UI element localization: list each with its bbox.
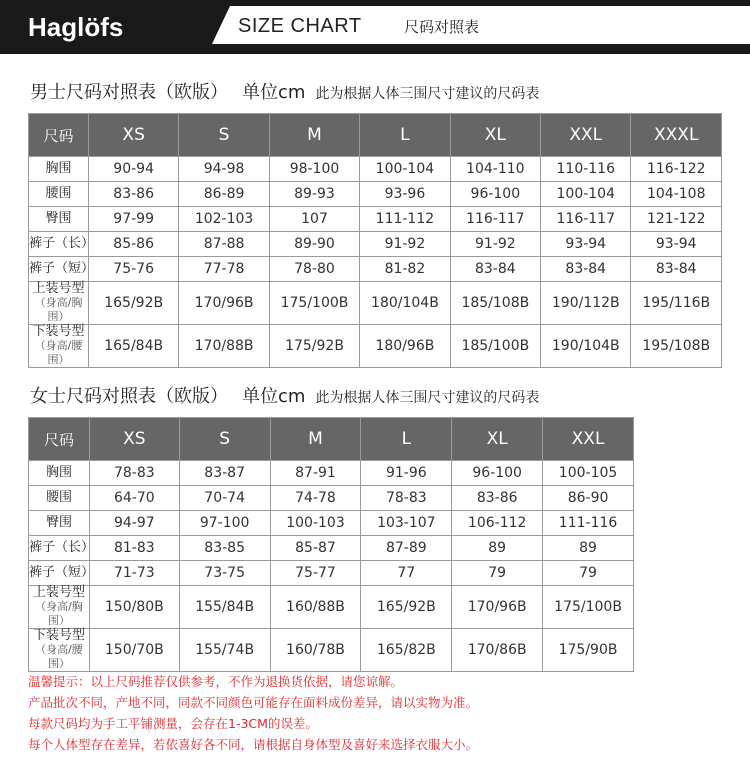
table-cell: 83-84 — [631, 257, 722, 282]
row-label — [29, 561, 95, 586]
table-cell: 86-90 — [543, 486, 634, 511]
table-cell: 91-92 — [360, 232, 450, 257]
table-cell: 190/104B — [541, 325, 631, 368]
table-cell: 89 — [543, 536, 634, 561]
table-cell: 116-117 — [541, 207, 631, 232]
table-cell: 78-83 — [89, 461, 179, 486]
table-cell: 75-77 — [270, 561, 361, 586]
table-cell: 170/96B — [179, 282, 269, 325]
table-cell: 75-76 — [88, 257, 178, 282]
women-size-header: XL — [452, 418, 543, 461]
table-cell: 77 — [361, 561, 452, 586]
note-line: 每款尺码均为手工平铺测量，会存在1-3CM的误差。 — [28, 716, 318, 731]
row-label-text: 臀围 — [45, 515, 72, 530]
table-cell: 93-94 — [631, 232, 722, 257]
row-label — [29, 207, 89, 232]
table-cell: 89-90 — [269, 232, 359, 257]
row-label — [29, 257, 95, 282]
row-label — [29, 157, 89, 182]
men-size-header: XXL — [541, 114, 631, 157]
brand-logo: Haglöfs — [28, 12, 124, 42]
table-cell: 111-116 — [543, 511, 634, 536]
table-cell: 64-70 — [89, 486, 179, 511]
men-heading-text: 男士尺码对照表（欧版） — [30, 82, 228, 103]
table-cell: 175/90B — [543, 629, 634, 672]
table-cell: 110-116 — [541, 157, 631, 182]
table-row — [29, 511, 634, 536]
table-row — [29, 207, 722, 232]
table-cell: 150/80B — [89, 586, 179, 629]
row-label — [29, 461, 90, 486]
men-header-row — [29, 114, 722, 157]
table-cell: 96-100 — [450, 182, 540, 207]
row-label — [29, 282, 89, 325]
table-cell: 71-73 — [89, 561, 179, 586]
table-cell: 170/88B — [179, 325, 269, 368]
table-cell: 100-104 — [541, 182, 631, 207]
table-cell: 160/78B — [270, 629, 361, 672]
table-row — [29, 257, 722, 282]
table-cell: 83-87 — [179, 461, 270, 486]
row-label-text: 裤子（短） — [29, 261, 95, 276]
men-size-header: XS — [88, 114, 178, 157]
table-cell: 93-96 — [360, 182, 450, 207]
table-cell: 116-122 — [631, 157, 722, 182]
men-size-header: M — [269, 114, 359, 157]
row-label-subtext: （身高/腰围） — [35, 643, 83, 670]
table-cell: 81-83 — [89, 536, 179, 561]
table-cell: 90-94 — [88, 157, 178, 182]
row-label-text: 裤子（长） — [29, 236, 95, 251]
row-label-text: 下装号型 — [32, 324, 85, 339]
table-cell: 96-100 — [452, 461, 543, 486]
page-title-cn: 尺码对照表 — [404, 18, 480, 36]
table-cell: 107 — [269, 207, 359, 232]
table-row — [29, 232, 722, 257]
table-row — [29, 629, 634, 672]
table-cell: 83-86 — [88, 182, 178, 207]
table-cell: 97-100 — [179, 511, 270, 536]
table-cell: 89 — [452, 536, 543, 561]
table-cell: 116-117 — [450, 207, 540, 232]
women-note: 此为根据人体三围尺寸建议的尺码表 — [315, 390, 540, 406]
table-cell: 165/84B — [88, 325, 178, 368]
table-cell: 91-96 — [361, 461, 452, 486]
row-label-text: 腰围 — [45, 490, 72, 505]
table-cell: 83-86 — [452, 486, 543, 511]
table-cell: 165/92B — [361, 586, 452, 629]
table-cell: 150/70B — [89, 629, 179, 672]
table-cell: 180/96B — [360, 325, 450, 368]
women-size-header: M — [270, 418, 361, 461]
table-cell: 78-80 — [269, 257, 359, 282]
table-cell: 104-110 — [450, 157, 540, 182]
table-cell: 195/116B — [631, 282, 722, 325]
women-header-label: 尺码 — [29, 418, 90, 461]
women-size-header: S — [179, 418, 270, 461]
row-label — [29, 511, 90, 536]
table-row — [29, 486, 634, 511]
table-row — [29, 461, 634, 486]
row-label-subtext: （身高/胸围） — [34, 296, 83, 323]
table-cell: 170/96B — [452, 586, 543, 629]
table-cell: 79 — [543, 561, 634, 586]
men-section-heading — [30, 80, 539, 107]
table-row — [29, 157, 722, 182]
row-label — [29, 586, 90, 629]
table-cell: 81-82 — [360, 257, 450, 282]
table-cell: 155/84B — [179, 586, 270, 629]
men-note: 此为根据人体三围尺寸建议的尺码表 — [315, 86, 540, 102]
table-cell: 77-78 — [179, 257, 269, 282]
table-cell: 170/86B — [452, 629, 543, 672]
table-cell: 160/88B — [270, 586, 361, 629]
table-cell: 94-98 — [179, 157, 269, 182]
notes-block — [28, 671, 478, 755]
table-cell: 83-84 — [541, 257, 631, 282]
table-cell: 175/100B — [543, 586, 634, 629]
women-size-table — [28, 417, 634, 672]
men-size-header: XXXL — [631, 114, 722, 157]
table-cell: 74-78 — [270, 486, 361, 511]
table-cell: 104-108 — [631, 182, 722, 207]
table-cell: 121-122 — [631, 207, 722, 232]
women-table-body — [29, 461, 634, 672]
row-label-subtext: （身高/腰围） — [34, 339, 83, 366]
row-label — [29, 486, 90, 511]
table-cell: 103-107 — [361, 511, 452, 536]
row-label-text: 胸围 — [45, 161, 72, 176]
table-cell: 100-105 — [543, 461, 634, 486]
men-size-header: L — [360, 114, 450, 157]
row-label — [29, 325, 89, 368]
row-label — [29, 232, 95, 257]
women-section-heading — [30, 384, 539, 411]
women-unit: 单位cm — [242, 386, 306, 407]
table-cell: 190/112B — [541, 282, 631, 325]
table-cell: 106-112 — [452, 511, 543, 536]
table-cell: 98-100 — [269, 157, 359, 182]
row-label — [29, 182, 89, 207]
women-header-row — [29, 418, 634, 461]
table-cell: 85-87 — [270, 536, 361, 561]
women-size-header: XXL — [543, 418, 634, 461]
row-label — [29, 536, 95, 561]
men-size-header: S — [179, 114, 269, 157]
men-header-label: 尺码 — [29, 114, 89, 157]
women-size-header: L — [361, 418, 452, 461]
table-cell: 83-85 — [179, 536, 270, 561]
row-label-text: 裤子（长） — [29, 540, 95, 555]
table-cell: 165/82B — [361, 629, 452, 672]
men-size-header: XL — [450, 114, 540, 157]
men-unit: 单位cm — [242, 82, 306, 103]
table-cell: 97-99 — [88, 207, 178, 232]
table-cell: 100-104 — [360, 157, 450, 182]
row-label-text: 腰围 — [45, 186, 72, 201]
table-cell: 195/108B — [631, 325, 722, 368]
row-label-subtext: （身高/胸围） — [35, 600, 83, 627]
row-label — [29, 629, 90, 672]
table-cell: 79 — [452, 561, 543, 586]
row-label-text: 上装号型 — [32, 281, 85, 296]
table-cell: 94-97 — [89, 511, 179, 536]
note-line: 每个人体型存在差异，若依喜好各不同，请根据自身体型及喜好来选择衣服大小。 — [28, 737, 479, 752]
row-label-text: 上装号型 — [32, 585, 85, 600]
table-cell: 185/100B — [450, 325, 540, 368]
table-cell: 165/92B — [88, 282, 178, 325]
row-label-text: 臀围 — [45, 211, 72, 226]
table-cell: 175/100B — [269, 282, 359, 325]
table-cell: 102-103 — [179, 207, 269, 232]
table-cell: 89-93 — [269, 182, 359, 207]
table-cell: 87-89 — [361, 536, 452, 561]
table-cell: 100-103 — [270, 511, 361, 536]
men-table-body — [29, 157, 722, 368]
table-cell: 73-75 — [179, 561, 270, 586]
women-size-header: XS — [89, 418, 179, 461]
table-cell: 93-94 — [541, 232, 631, 257]
row-label-text: 胸围 — [45, 465, 72, 480]
table-cell: 180/104B — [360, 282, 450, 325]
women-heading-text: 女士尺码对照表（欧版） — [30, 386, 228, 407]
table-cell: 78-83 — [361, 486, 452, 511]
table-row — [29, 536, 634, 561]
table-row — [29, 586, 634, 629]
page-title: SIZE CHART — [238, 15, 362, 37]
men-size-table — [28, 113, 722, 368]
row-label-text: 裤子（短） — [29, 565, 95, 580]
table-row — [29, 182, 722, 207]
table-cell: 83-84 — [450, 257, 540, 282]
table-row — [29, 282, 722, 325]
table-cell: 87-91 — [270, 461, 361, 486]
table-cell: 70-74 — [179, 486, 270, 511]
table-cell: 155/74B — [179, 629, 270, 672]
note-line: 产品批次不同，产地不同，同款不同颜色可能存在面料成份差异，请以实物为准。 — [28, 695, 479, 710]
table-cell: 87-88 — [179, 232, 269, 257]
table-row — [29, 561, 634, 586]
table-cell: 175/92B — [269, 325, 359, 368]
table-cell: 86-89 — [179, 182, 269, 207]
table-cell: 185/108B — [450, 282, 540, 325]
table-cell: 85-86 — [88, 232, 178, 257]
note-line: 温馨提示：以上尺码推荐仅供参考，不作为退换货依据，请您谅解。 — [28, 674, 404, 689]
table-row — [29, 325, 722, 368]
row-label-text: 下装号型 — [32, 628, 85, 643]
table-cell: 111-112 — [360, 207, 450, 232]
table-cell: 91-92 — [450, 232, 540, 257]
